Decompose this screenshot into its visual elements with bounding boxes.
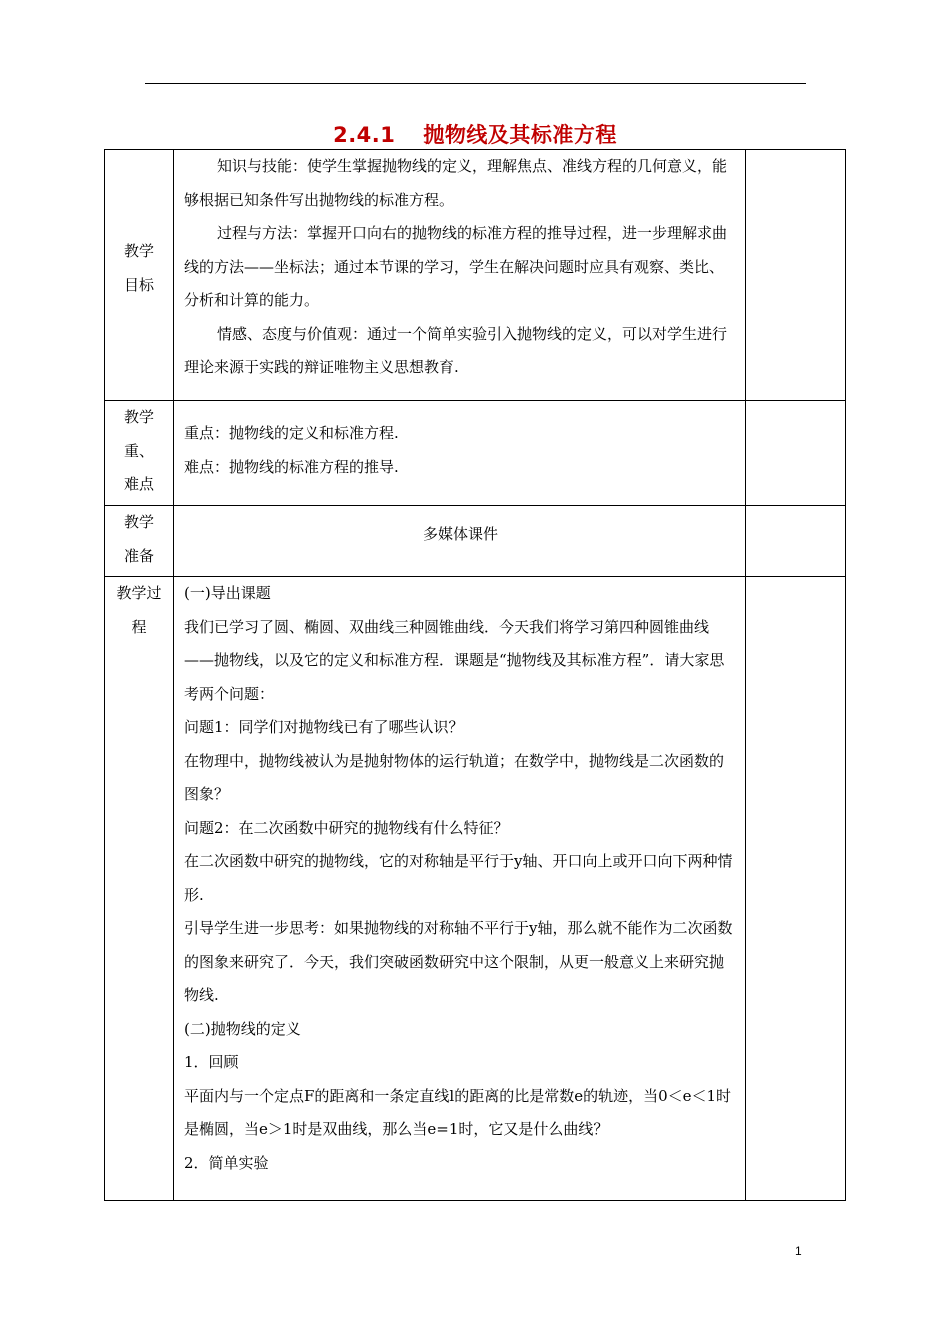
row-label-key-points [105,401,174,506]
paragraph: 平面内与一个定点F的距离和一条定直线l的距离的比是常数e的轨迹，当0＜e＜1时是椭圆，当e＞1时是双曲线，那么当e=1时，它又是什么曲线？ [184,1086,732,1138]
paragraph: (二)抛物线的定义 [184,1019,301,1038]
paragraph: 难点：抛物线的标准方程的推导. [184,457,399,476]
row-label-process [105,577,174,1201]
paragraph: 多媒体课件 [422,525,498,543]
empty-cell [746,401,846,506]
section-title: 抛物线及其标准方程 [423,123,617,147]
paragraph: 重点：抛物线的定义和标准方程. [184,424,399,442]
paragraph: 问题2：在二次函数中研究的抛物线有什么特征？ [184,818,509,837]
table-row-objectives [105,150,846,401]
empty-cell [746,506,846,577]
process-content [174,577,746,1201]
empty-cell [746,150,846,401]
paragraph: 过程与方法：掌握开口向右的抛物线的标准方程的推导过程，进一步理解求曲线的方法——坐标法；通过本节课的学习，学生在解决问题时应具有观察、类比、分析和计算的能力。 [184,224,728,309]
paragraph: 在物理中，抛物线被认为是抛射物体的运行轨道；在数学中，抛物线是二次函数的图象？ [184,751,725,803]
page-title [0,119,950,149]
label-line: 教学 [123,513,154,531]
preparation-content [174,506,746,577]
paragraph: (一)导出课题 [184,584,271,602]
paragraph: 问题1：同学们对抛物线已有了哪些认识？ [184,718,464,736]
label-line: 难点 [123,475,154,493]
row-label-objectives [105,150,174,401]
empty-cell [746,577,846,1201]
label-line: 教学过 [116,584,162,602]
label-line: 教学 [123,242,154,260]
label-line: 目标 [123,275,154,294]
paragraph: 在二次函数中研究的抛物线，它的对称轴是平行于y轴、开口向上或开口向下两种情形. [184,852,733,904]
paragraph: 1．回顾 [184,1053,239,1071]
paragraph: 2．简单实验 [184,1153,269,1172]
row-label-preparation [105,506,174,577]
paragraph: 我们已学习了圆、椭圆、双曲线三种圆锥曲线．今天我们将学习第四种圆锥曲线——抛物线，以及它的定义和标准方程．课题是“抛物线及其标准方程”．请大家思考两个问题： [184,617,725,703]
table-row-key-points [105,401,846,506]
section-number: 2.4.1 [333,123,396,147]
label-line: 重、 [123,441,154,460]
paragraph: 引导学生进一步思考：如果抛物线的对称轴不平行于y轴，那么就不能作为二次函数的图象来研究了．今天，我们突破函数研究中这个限制，从更一般意义上来研究抛物线. [184,919,733,1004]
paragraph: 情感、态度与价值观：通过一个简单实验引入抛物线的定义，可以对学生进行理论来源于实践的辩证唯物主义思想教育. [184,324,728,376]
label-line: 程 [131,617,147,636]
label-line: 教学 [123,408,154,426]
lesson-plan-table [104,149,846,1201]
objectives-content [174,150,746,401]
page-number: 1 [795,1244,802,1258]
label-line: 准备 [123,546,154,565]
key-points-content [174,401,746,506]
table-row-process [105,577,846,1201]
header-rule [145,83,806,84]
paragraph: 知识与技能：使学生掌握抛物线的定义，理解焦点、准线方程的几何意义，能够根据已知条件写出抛物线的标准方程。 [184,157,728,209]
table-row-preparation [105,506,846,577]
